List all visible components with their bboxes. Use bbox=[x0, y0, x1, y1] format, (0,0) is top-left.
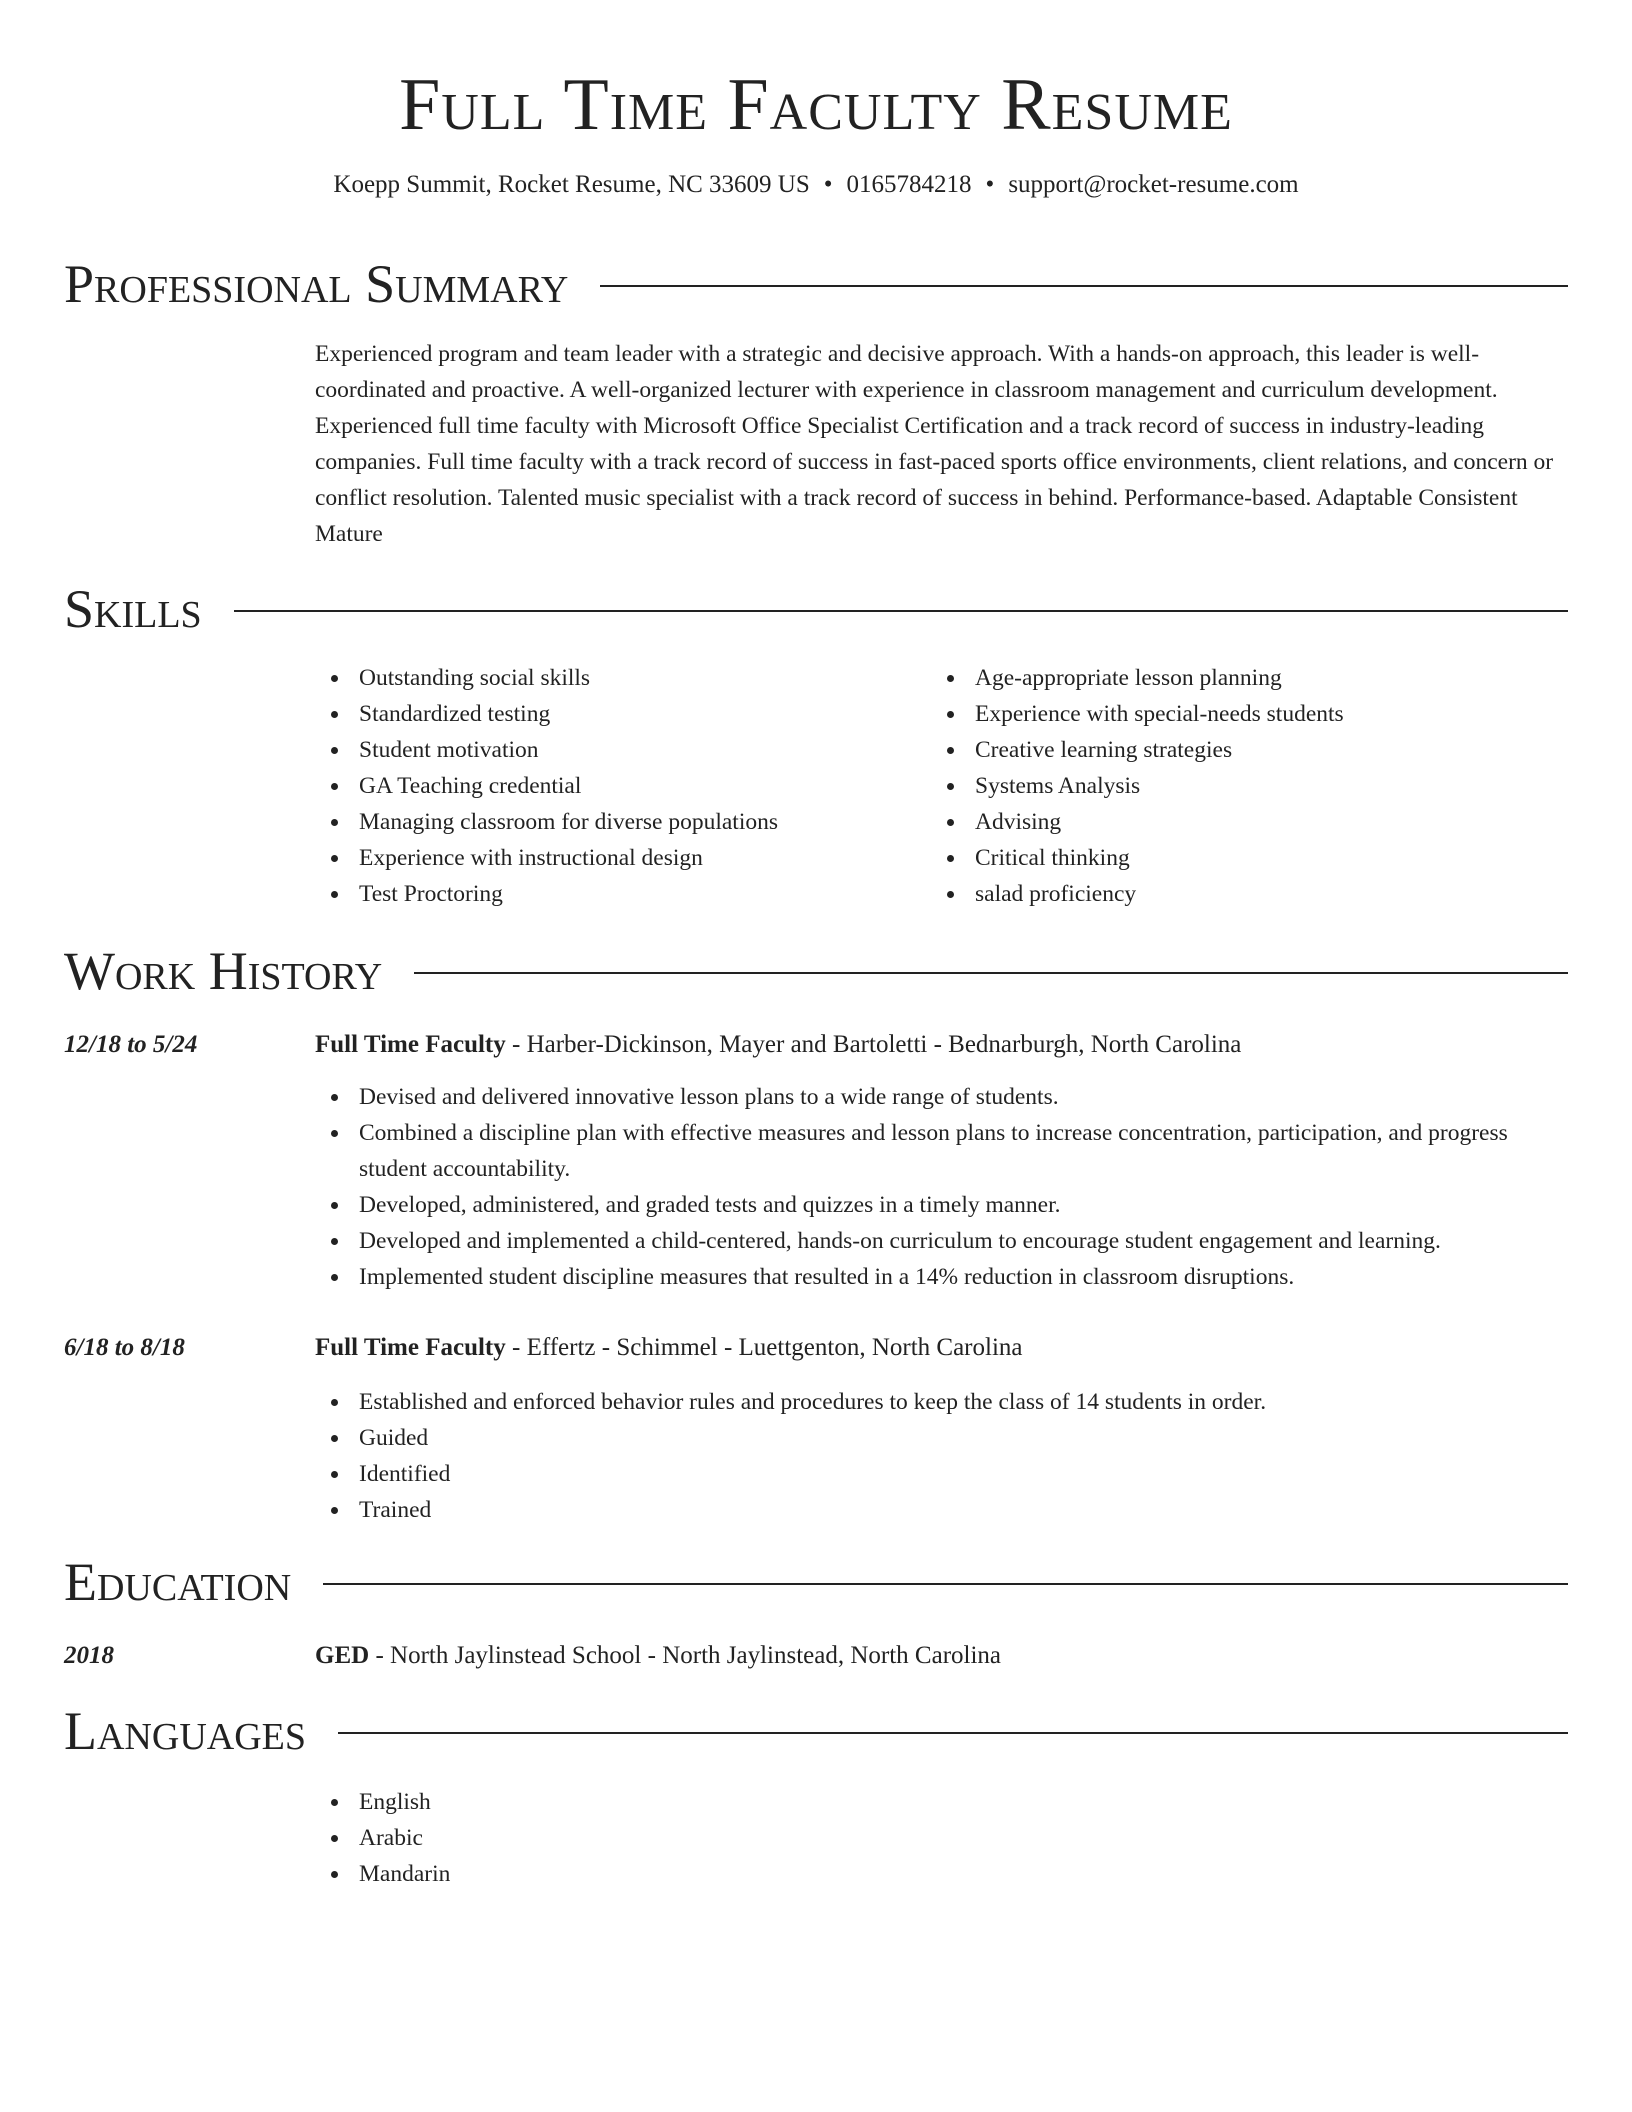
skill-item: Advising bbox=[931, 804, 1547, 840]
job-title-line bbox=[315, 1330, 1568, 1366]
summary-section-header bbox=[64, 253, 1568, 315]
section-divider bbox=[234, 610, 1568, 612]
section-divider bbox=[600, 285, 1568, 287]
skill-item: Outstanding social skills bbox=[315, 660, 931, 696]
skills-list bbox=[315, 660, 1568, 912]
job-bullet: Developed, administered, and graded tests and quizzes in a timely manner. bbox=[315, 1187, 1568, 1223]
contact-separator: • bbox=[823, 171, 833, 198]
education-section-header bbox=[64, 1551, 1568, 1613]
section-divider bbox=[323, 1583, 1568, 1585]
contact-address: Koepp Summit, Rocket Resume, NC 33609 US bbox=[333, 171, 810, 198]
job-role: Full Time Faculty bbox=[315, 1334, 506, 1361]
job-bullet: Established and enforced behavior rules and procedures to keep the class of 14 students in order. bbox=[315, 1384, 1568, 1420]
job-bullet: Guided bbox=[315, 1420, 1568, 1456]
section-divider bbox=[414, 972, 1568, 974]
job-entry bbox=[315, 1027, 1568, 1295]
skill-item: Standardized testing bbox=[315, 696, 931, 732]
job-bullet: Devised and delivered innovative lesson plans to a wide range of students. bbox=[315, 1079, 1568, 1115]
section-divider bbox=[338, 1732, 1568, 1734]
language-item: English bbox=[315, 1784, 1568, 1820]
job-role: Full Time Faculty bbox=[315, 1031, 506, 1058]
work-section-header bbox=[64, 940, 1568, 1002]
education-entry bbox=[315, 1638, 1568, 1674]
job-entry bbox=[315, 1330, 1568, 1528]
contact-phone: 0165784218 bbox=[846, 171, 972, 198]
job-employer: - Harber-Dickinson, Mayer and Bartoletti - Bednarburgh, North Carolina bbox=[505, 1031, 1242, 1058]
resume-page bbox=[64, 0, 1568, 1887]
contact-line bbox=[64, 170, 1568, 200]
job-bullets bbox=[315, 1079, 1568, 1295]
skill-item: Systems Analysis bbox=[931, 768, 1547, 804]
skill-item: GA Teaching credential bbox=[315, 768, 931, 804]
skill-item: Test Proctoring bbox=[315, 876, 931, 912]
job-bullet: Developed and implemented a child-centered, hands-on curriculum to encourage student engagement and learning. bbox=[315, 1223, 1568, 1259]
job-dates: 6/18 to 8/18 bbox=[64, 1334, 185, 1361]
skills-column-left bbox=[315, 660, 931, 912]
job-employer: - Effertz - Schimmel - Luettgenton, North Carolina bbox=[505, 1334, 1023, 1361]
skill-item: Student motivation bbox=[315, 732, 931, 768]
job-dates: 12/18 to 5/24 bbox=[64, 1031, 198, 1058]
resume-title: Full Time Faculty Resume bbox=[399, 64, 1233, 146]
skill-item: Managing classroom for diverse populations bbox=[315, 804, 931, 840]
education-section-title: Education bbox=[64, 1552, 292, 1612]
skills-column-right bbox=[931, 660, 1547, 912]
language-item: Arabic bbox=[315, 1820, 1568, 1856]
skill-item: Experience with special-needs students bbox=[931, 696, 1547, 732]
contact-email: support@rocket-resume.com bbox=[1008, 171, 1299, 198]
languages-section-title: Languages bbox=[64, 1701, 306, 1761]
skill-item: Experience with instructional design bbox=[315, 840, 931, 876]
skills-section-title: Skills bbox=[64, 579, 202, 639]
job-bullet: Combined a discipline plan with effective measures and lesson plans to increase concentration, participation, and progress student accountability. bbox=[315, 1115, 1568, 1187]
languages-list bbox=[315, 1784, 1568, 1892]
skill-item: Age-appropriate lesson planning bbox=[931, 660, 1547, 696]
skill-item: Critical thinking bbox=[931, 840, 1547, 876]
languages-bullets bbox=[315, 1784, 1568, 1892]
job-title-line bbox=[315, 1027, 1568, 1063]
contact-separator: • bbox=[985, 171, 995, 198]
job-bullet: Trained bbox=[315, 1492, 1568, 1528]
skills-section-header bbox=[64, 578, 1568, 640]
education-school: - North Jaylinstead School - North Jaylinstead, North Carolina bbox=[369, 1642, 1002, 1669]
education-degree: GED bbox=[315, 1642, 370, 1669]
job-bullets bbox=[315, 1384, 1568, 1528]
languages-section-header bbox=[64, 1700, 1568, 1762]
education-line bbox=[315, 1638, 1568, 1674]
education-year: 2018 bbox=[64, 1642, 114, 1669]
skill-item: salad proficiency bbox=[931, 876, 1547, 912]
work-section-title: Work History bbox=[64, 941, 383, 1001]
skill-item: Creative learning strategies bbox=[931, 732, 1547, 768]
language-item: Mandarin bbox=[315, 1856, 1568, 1892]
job-bullet: Identified bbox=[315, 1456, 1568, 1492]
summary-text: Experienced program and team leader with a strategic and decisive approach. With a hands-on approach, this leader is well-coordinated and proactive. A well-organized lecturer with experience in classroom management and curriculum development. Experienced full time faculty with Microsoft Office Specialist Certification and a track record of success in industry-leading companies. Full time faculty with a track record of success in fast-paced sports office environments, client relations, and concern or conflict resolution. Talented music specialist with a track record of success in behind. Performance-based. Adaptable Consistent Mature bbox=[315, 341, 1554, 547]
summary-section-title: Professional Summary bbox=[64, 254, 569, 314]
job-bullet: Implemented student discipline measures that resulted in a 14% reduction in classroom disruptions. bbox=[315, 1259, 1568, 1295]
